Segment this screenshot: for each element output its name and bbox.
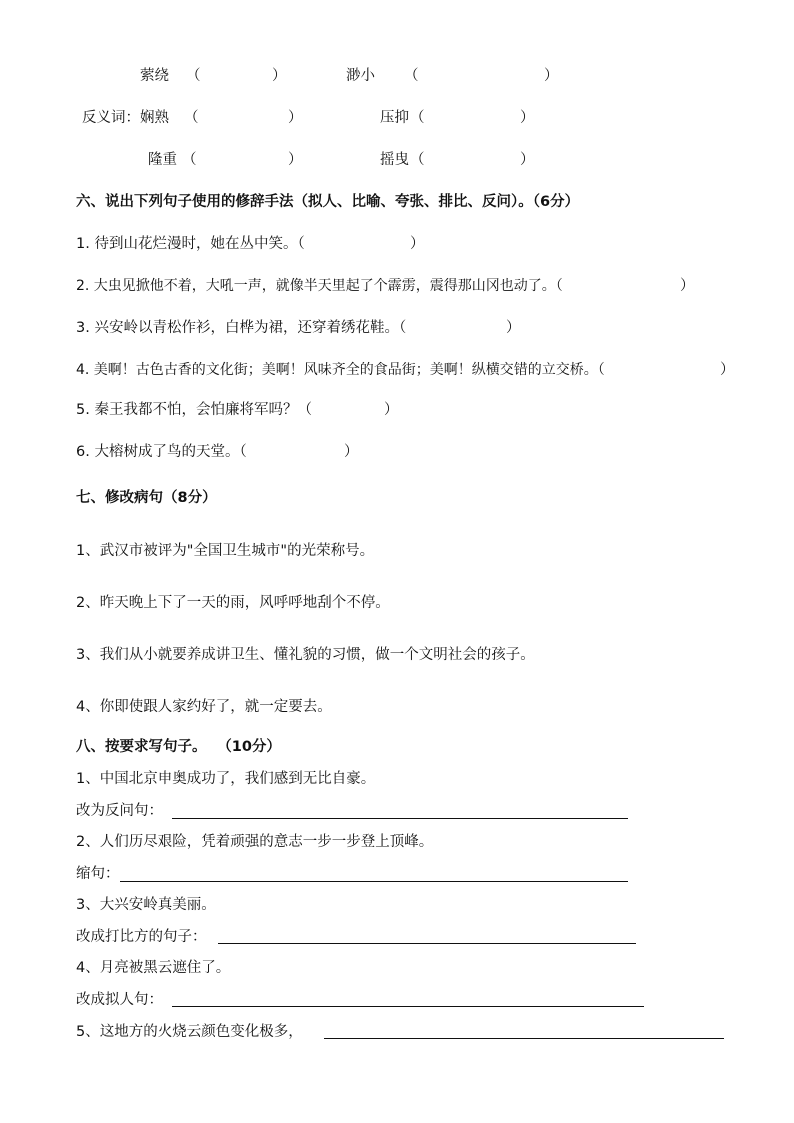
word-label: 娴熟: [140, 110, 169, 126]
rhetoric-item: 3. 兴安岭以青松作衫，白桦为裙，还穿着绣花鞋。（: [76, 320, 407, 336]
rewrite-sentence: 2、人们历尽艰险，凭着顽强的意志一步一步登上顶峰。: [76, 834, 434, 850]
rhetoric-item: 2. 大虫见掀他不着，大吼一声，就像半天里起了个霹雳，震得那山冈也动了。（: [76, 278, 563, 294]
rewrite-prompt: 改成拟人句：: [76, 992, 163, 1008]
close-paren: ）: [288, 110, 303, 126]
open-paren: （: [184, 110, 199, 126]
section7-heading: 七、修改病句（8分）: [76, 490, 217, 506]
rhetoric-item: 5. 秦王我都不怕，会怕廉将军吗？（: [76, 402, 312, 418]
answer-line[interactable]: [172, 1006, 644, 1007]
close-paren: ）: [344, 444, 359, 460]
open-paren: （: [186, 68, 201, 84]
word-pair-1-1: [140, 66, 169, 86]
sick-sentence-item: 3、我们从小就要养成讲卫生、懂礼貌的习惯，做一个文明社会的孩子。: [76, 647, 535, 663]
rewrite-sentence: 3、大兴安岭真美丽。: [76, 897, 216, 913]
open-paren: （: [410, 152, 425, 168]
sick-sentence-item: 1、武汉市被评为"全国卫生城市"的光荣称号。: [76, 543, 375, 559]
close-paren: ）: [520, 110, 535, 126]
word-label: 摇曳: [380, 152, 409, 168]
answer-line[interactable]: [120, 881, 628, 882]
section8-heading: [76, 737, 281, 757]
word-label: 压抑: [380, 110, 409, 126]
rewrite-prompt: 改为反问句：: [76, 803, 163, 819]
rhetoric-item: 4. 美啊！古色古香的文化街；美啊！风味齐全的食品街；美啊！纵横交错的立交桥。（: [76, 362, 605, 378]
open-paren: （: [410, 110, 425, 126]
sick-sentence-item: 4、你即使跟人家约好了，就一定要去。: [76, 699, 332, 715]
close-paren: ）: [520, 152, 535, 168]
close-paren: ）: [288, 152, 303, 168]
answer-line[interactable]: [324, 1038, 724, 1039]
answer-line[interactable]: [218, 943, 636, 944]
rewrite-prompt: 改成打比方的句子：: [76, 929, 207, 945]
sick-sentence-item: 2、昨天晚上下了一天的雨，风呼呼地刮个不停。: [76, 595, 390, 611]
open-paren: （: [404, 68, 419, 84]
close-paren: ）: [720, 362, 735, 378]
rewrite-prompt: 缩句：: [76, 866, 120, 882]
close-paren: ）: [680, 278, 695, 294]
close-paren: ）: [410, 236, 425, 252]
word-label: 萦绕: [140, 68, 169, 84]
rewrite-sentence: 5、这地方的火烧云颜色变化极多，: [76, 1024, 303, 1040]
section8-title: 八、按要求写句子。: [76, 739, 207, 755]
rhetoric-item: 6. 大榕树成了鸟的天堂。（: [76, 444, 247, 460]
close-paren: ）: [506, 320, 521, 336]
section8-points: （10分）: [224, 739, 281, 755]
close-paren: ）: [384, 402, 399, 418]
answer-line[interactable]: [172, 818, 628, 819]
open-paren: （: [182, 152, 197, 168]
rewrite-sentence: 4、月亮被黑云遮住了。: [76, 960, 231, 976]
word-label: 渺小: [346, 68, 375, 84]
word-label: 隆重: [148, 152, 177, 168]
section6-heading: 六、说出下列句子使用的修辞手法（拟人、比喻、夸张、排比、反问）。（6分）: [76, 194, 580, 210]
antonym-prefix: 反义词：: [82, 110, 140, 126]
rhetoric-item: 1. 待到山花烂漫时，她在丛中笑。（: [76, 236, 305, 252]
rewrite-sentence: 1、中国北京申奥成功了，我们感到无比自豪。: [76, 771, 376, 787]
close-paren: ）: [272, 68, 287, 84]
close-paren: ）: [544, 68, 559, 84]
